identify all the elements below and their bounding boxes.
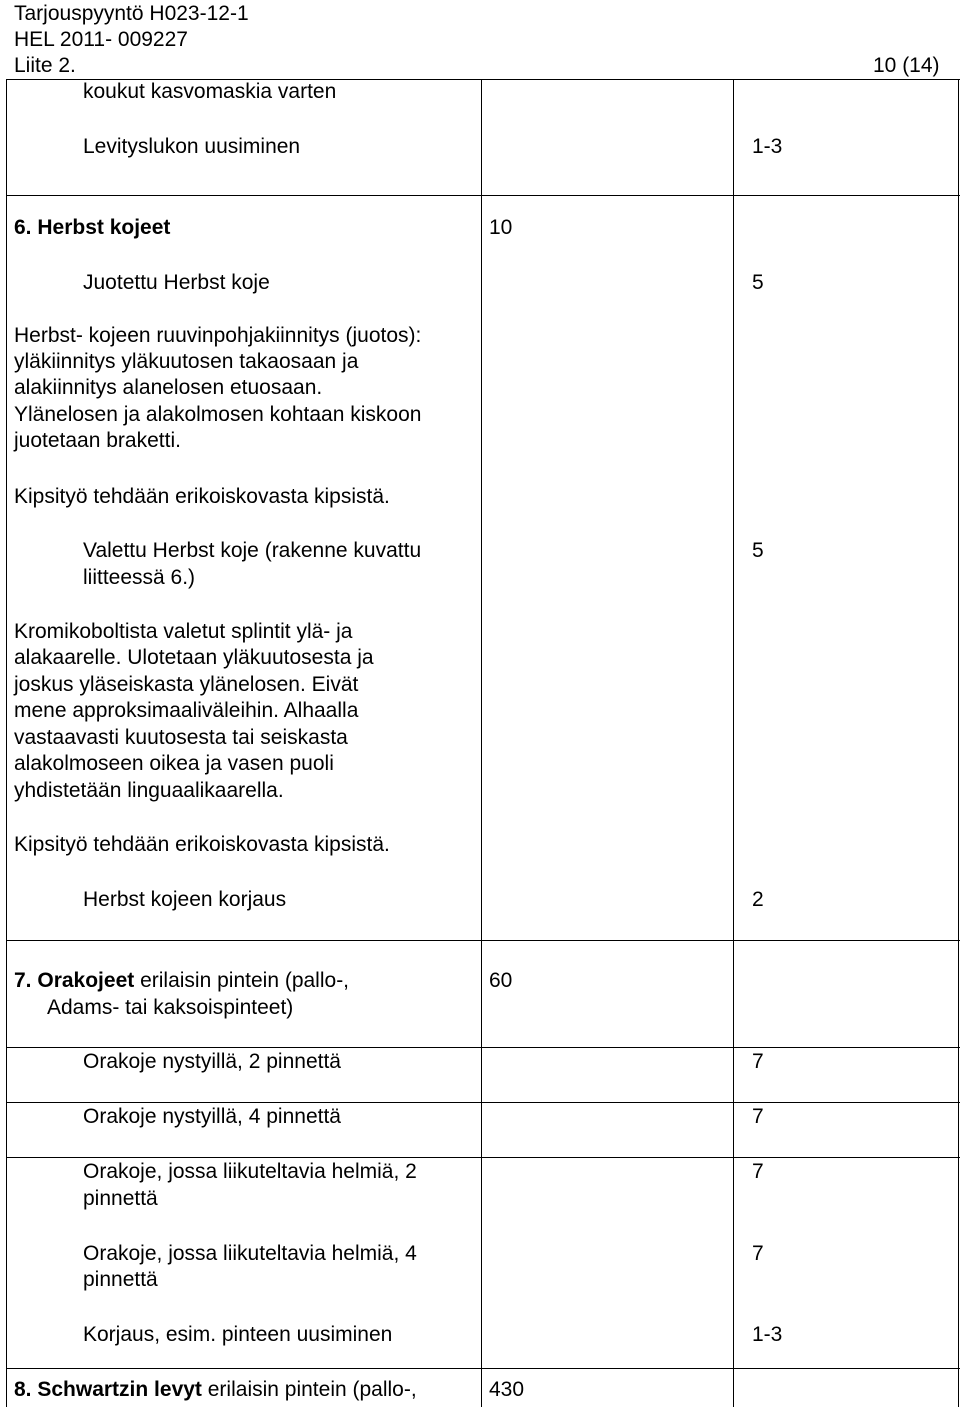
section-total: 430 <box>489 1378 525 1401</box>
item-note-line: Herbst- kojeen ruuvinpohjakiinnitys (juotos): <box>14 324 422 347</box>
item-description: Juotettu Herbst koje <box>83 271 270 294</box>
item-quantity: 1-3 <box>752 135 783 158</box>
section-heading <box>14 1377 417 1403</box>
item-quantity: 7 <box>752 1160 764 1183</box>
item-description-line: pinnettä <box>83 1268 158 1291</box>
item-description-line: Orakoje, jossa liikuteltavia helmiä, 4 <box>83 1242 417 1265</box>
attachment-label: Liite 2. <box>14 54 76 77</box>
section-total: 10 <box>489 216 513 239</box>
section-subtitle: erilaisin pintein (pallo-, <box>201 1378 417 1401</box>
item-description: Korjaus, esim. pinteen uusiminen <box>83 1323 393 1346</box>
item-note-line: vastaavasti kuutosesta tai seiskasta <box>14 726 348 749</box>
item-note-line: alakaarelle. Ulotetaan yläkuutosesta ja <box>14 646 374 669</box>
row-divider <box>6 1102 960 1103</box>
item-description-line: Orakoje, jossa liikuteltavia helmiä, 2 <box>83 1160 417 1183</box>
section-title: Schwartzin levyt <box>37 1378 202 1401</box>
item-quantity: 2 <box>752 888 764 911</box>
section-number: 6. <box>14 216 32 239</box>
item-description: koukut kasvomaskia varten <box>83 80 337 103</box>
row-divider <box>6 940 960 941</box>
item-note: Kipsityö tehdään erikoiskovasta kipsistä. <box>14 833 390 856</box>
item-description: Herbst kojeen korjaus <box>83 888 287 911</box>
item-note-line: Ylänelosen ja alakolmosen kohtaan kiskoon <box>14 403 422 426</box>
document-reference: HEL 2011- 009227 <box>14 28 188 51</box>
item-description-line: pinnettä <box>83 1187 158 1210</box>
item-note-line: alakolmoseen oikea ja vasen puoli <box>14 752 334 775</box>
section-number: 8. <box>14 1378 32 1401</box>
item-description: Orakoje nystyillä, 4 pinnettä <box>83 1105 341 1128</box>
table-left-border <box>6 79 7 1407</box>
section-subtitle: erilaisin pintein (pallo-, <box>134 969 350 992</box>
item-note-line: yhdistetään linguaalikaarella. <box>14 779 284 802</box>
item-note-line: yläkiinnitys yläkuutosen takaosaan ja <box>14 350 359 373</box>
section-title: Orakojeet <box>37 969 135 992</box>
item-quantity: 1-3 <box>752 1323 783 1346</box>
item-description-line: Valettu Herbst koje (rakenne kuvattu <box>83 539 422 562</box>
item-quantity: 7 <box>752 1050 764 1073</box>
item-quantity: 7 <box>752 1105 764 1128</box>
item-quantity: 7 <box>752 1242 764 1265</box>
item-quantity: 5 <box>752 271 764 294</box>
section-heading <box>14 215 170 241</box>
item-description: Orakoje nystyillä, 2 pinnettä <box>83 1050 341 1073</box>
row-divider <box>6 1368 960 1369</box>
item-note-line: Kromikoboltista valetut splintit ylä- ja <box>14 620 353 643</box>
item-note-line: alakiinnitys alanelosen etuosaan. <box>14 376 323 399</box>
row-divider <box>6 195 960 196</box>
section-title: Herbst kojeet <box>37 216 171 239</box>
row-divider <box>6 1157 960 1158</box>
column-divider-2 <box>733 79 734 1407</box>
document-title: Tarjouspyyntö H023-12-1 <box>14 2 249 25</box>
item-note: Kipsityö tehdään erikoiskovasta kipsistä. <box>14 485 390 508</box>
item-description: Levityslukon uusiminen <box>83 135 301 158</box>
section-heading <box>14 968 349 994</box>
section-total: 60 <box>489 969 513 992</box>
section-subtitle-line: Adams- tai kaksoispinteet) <box>47 996 294 1019</box>
item-note-line: juotetaan braketti. <box>14 429 181 452</box>
item-note-line: joskus yläseiskasta ylänelosen. Eivät <box>14 673 359 696</box>
section-number: 7. <box>14 969 32 992</box>
column-divider-1 <box>481 79 482 1407</box>
item-quantity: 5 <box>752 539 764 562</box>
row-divider <box>6 1047 960 1048</box>
page-number: 10 (14) <box>873 54 940 77</box>
item-description-line: liitteessä 6.) <box>83 566 196 589</box>
table-right-border <box>958 79 959 1407</box>
item-note-line: mene approksimaaliväleihin. Alhaalla <box>14 699 359 722</box>
